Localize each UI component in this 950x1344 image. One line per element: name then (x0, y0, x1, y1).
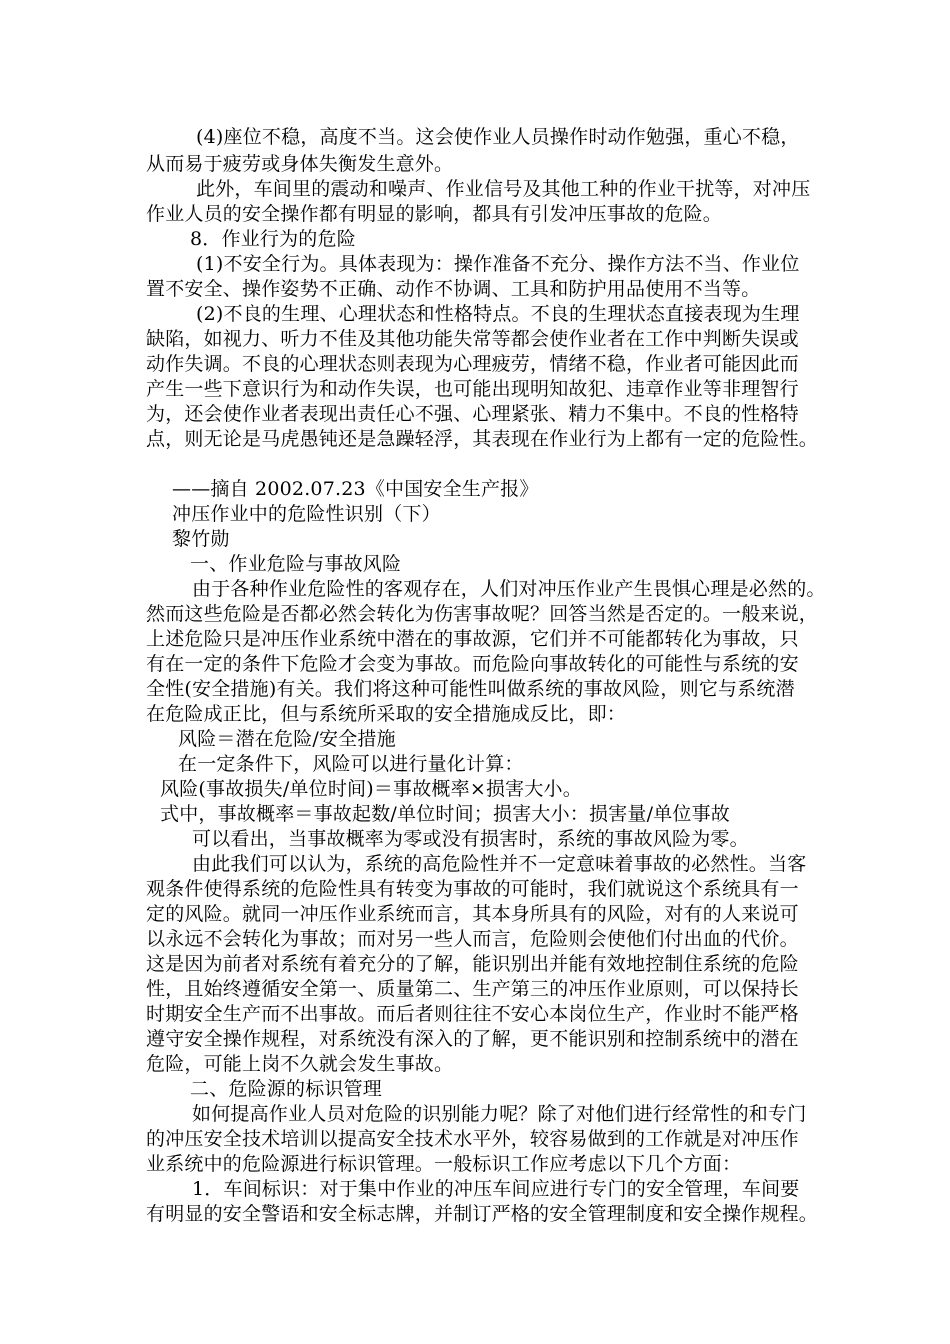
text-line: 由此我们可以认为，系统的高危险性并不一定意味着事故的必然性。当客 (192, 853, 807, 875)
text-line: 定的风险。就同一冲压作业系统而言，其本身所具有的风险，对有的人来说可 (146, 903, 799, 925)
text-line: 观条件使得系统的危险性具有转变为事故的可能时，我们就说这个系统具有一 (146, 878, 799, 900)
text-line: 全性(安全措施)有关。我们将这种可能性叫做系统的事故风险，则它与系统潜 (146, 678, 795, 700)
article-title: 冲压作业中的危险性识别（下） (172, 503, 441, 525)
text-line: 1．车间标识：对于集中作业的冲压车间应进行专门的安全管理，车间要 (192, 1178, 800, 1200)
text-line: 业系统中的危险源进行标识管理。一般标识工作应考虑以下几个方面： (146, 1153, 742, 1175)
text-line: 的冲压安全技术培训以提高安全技术水平外，较容易做到的工作就是对冲压作 (146, 1128, 799, 1150)
article-author: 黎竹勋 (172, 528, 230, 550)
text-line: 上述危险只是冲压作业系统中潜在的事故源，它们并不可能都转化为事故，只 (146, 628, 799, 650)
text-line: 可以看出，当事故概率为零或没有损害时，系统的事故风险为零。 (192, 828, 749, 850)
source-citation: ——摘自 2002.07.23《中国安全生产报》 (172, 478, 539, 500)
text-line: 有明显的安全警语和安全标志牌，并制订严格的安全管理制度和安全操作规程。 (146, 1203, 819, 1225)
section-heading: 一、作业危险与事故风险 (190, 553, 402, 575)
text-line: 点，则无论是马虎愚钝还是急躁轻浮，其表现在作业行为上都有一定的危险性。 (146, 428, 819, 450)
text-line: 动作失调。不良的心理状态则表现为心理疲劳，情绪不稳，作业者可能因此而 (146, 353, 799, 375)
text-line: 在危险成正比，但与系统所采取的安全措施成反比，即： (146, 703, 627, 725)
text-line: (4)座位不稳，高度不当。这会使作业人员操作时动作勉强，重心不稳， (196, 126, 800, 148)
text-line: 时期安全生产而不出事故。而后者则往往不安心本岗位生产，作业时不能严格 (146, 1003, 799, 1025)
text-line: 置不安全、操作姿势不正确、动作不协调、工具和防护用品使用不当等。 (146, 278, 761, 300)
text-line: 然而这些危险是否都必然会转化为伤害事故呢？回答当然是否定的。一般来说， (146, 603, 819, 625)
text-line: 有在一定的条件下危险才会变为事故。而危险向事故转化的可能性与系统的安 (146, 653, 799, 675)
text-line: 作业人员的安全操作都有明显的影响，都具有引发冲压事故的危险。 (146, 203, 723, 225)
text-line: 在一定条件下，风险可以进行量化计算： (178, 753, 524, 775)
text-line: 性，且始终遵循安全第一、质量第二、生产第三的冲压作业原则，可以保持长 (146, 978, 799, 1000)
text-line: (1)不安全行为。具体表现为：操作准备不充分、操作方法不当、作业位 (196, 253, 800, 275)
formula-line: 风险＝潜在危险/安全措施 (178, 728, 396, 750)
section-heading: 8．作业行为的危险 (190, 228, 356, 250)
formula-line: 风险(事故损失/单位时间)＝事故概率×损害大小。 (160, 778, 582, 800)
text-line: 遵守安全操作规程，对系统没有深入的了解，更不能识别和控制系统中的潜在 (146, 1028, 799, 1050)
text-line: 如何提高作业人员对危险的识别能力呢？除了对他们进行经常性的和专门 (192, 1103, 807, 1125)
text-line: 危险，可能上岗不久就会发生事故。 (146, 1053, 454, 1075)
text-line: 从而易于疲劳或身体失衡发生意外。 (146, 153, 454, 175)
text-line: 缺陷，如视力、听力不佳及其他功能失常等都会使作业者在工作中判断失误或 (146, 328, 799, 350)
text-line: 这是因为前者对系统有着充分的了解，能识别出并能有效地控制住系统的危险 (146, 953, 799, 975)
text-line: (2)不良的生理、心理状态和性格特点。不良的生理状态直接表现为生理 (196, 303, 800, 325)
text-line: 产生一些下意识行为和动作失误，也可能出现明知故犯、违章作业等非理智行 (146, 378, 799, 400)
text-line: 为，还会使作业者表现出责任心不强、心理紧张、精力不集中。不良的性格特 (146, 403, 799, 425)
section-heading: 二、危险源的标识管理 (190, 1078, 383, 1100)
text-line: 此外，车间里的震动和噪声、作业信号及其他工种的作业干扰等，对冲压 (196, 178, 811, 200)
text-line: 式中，事故概率＝事故起数/单位时间；损害大小：损害量/单位事故 (160, 803, 731, 825)
text-line: 以永远不会转化为事故；而对另一些人而言，危险则会使他们付出血的代价。 (146, 928, 799, 950)
text-line: 由于各种作业危险性的客观存在，人们对冲压作业产生畏惧心理是必然的。 (192, 578, 826, 600)
